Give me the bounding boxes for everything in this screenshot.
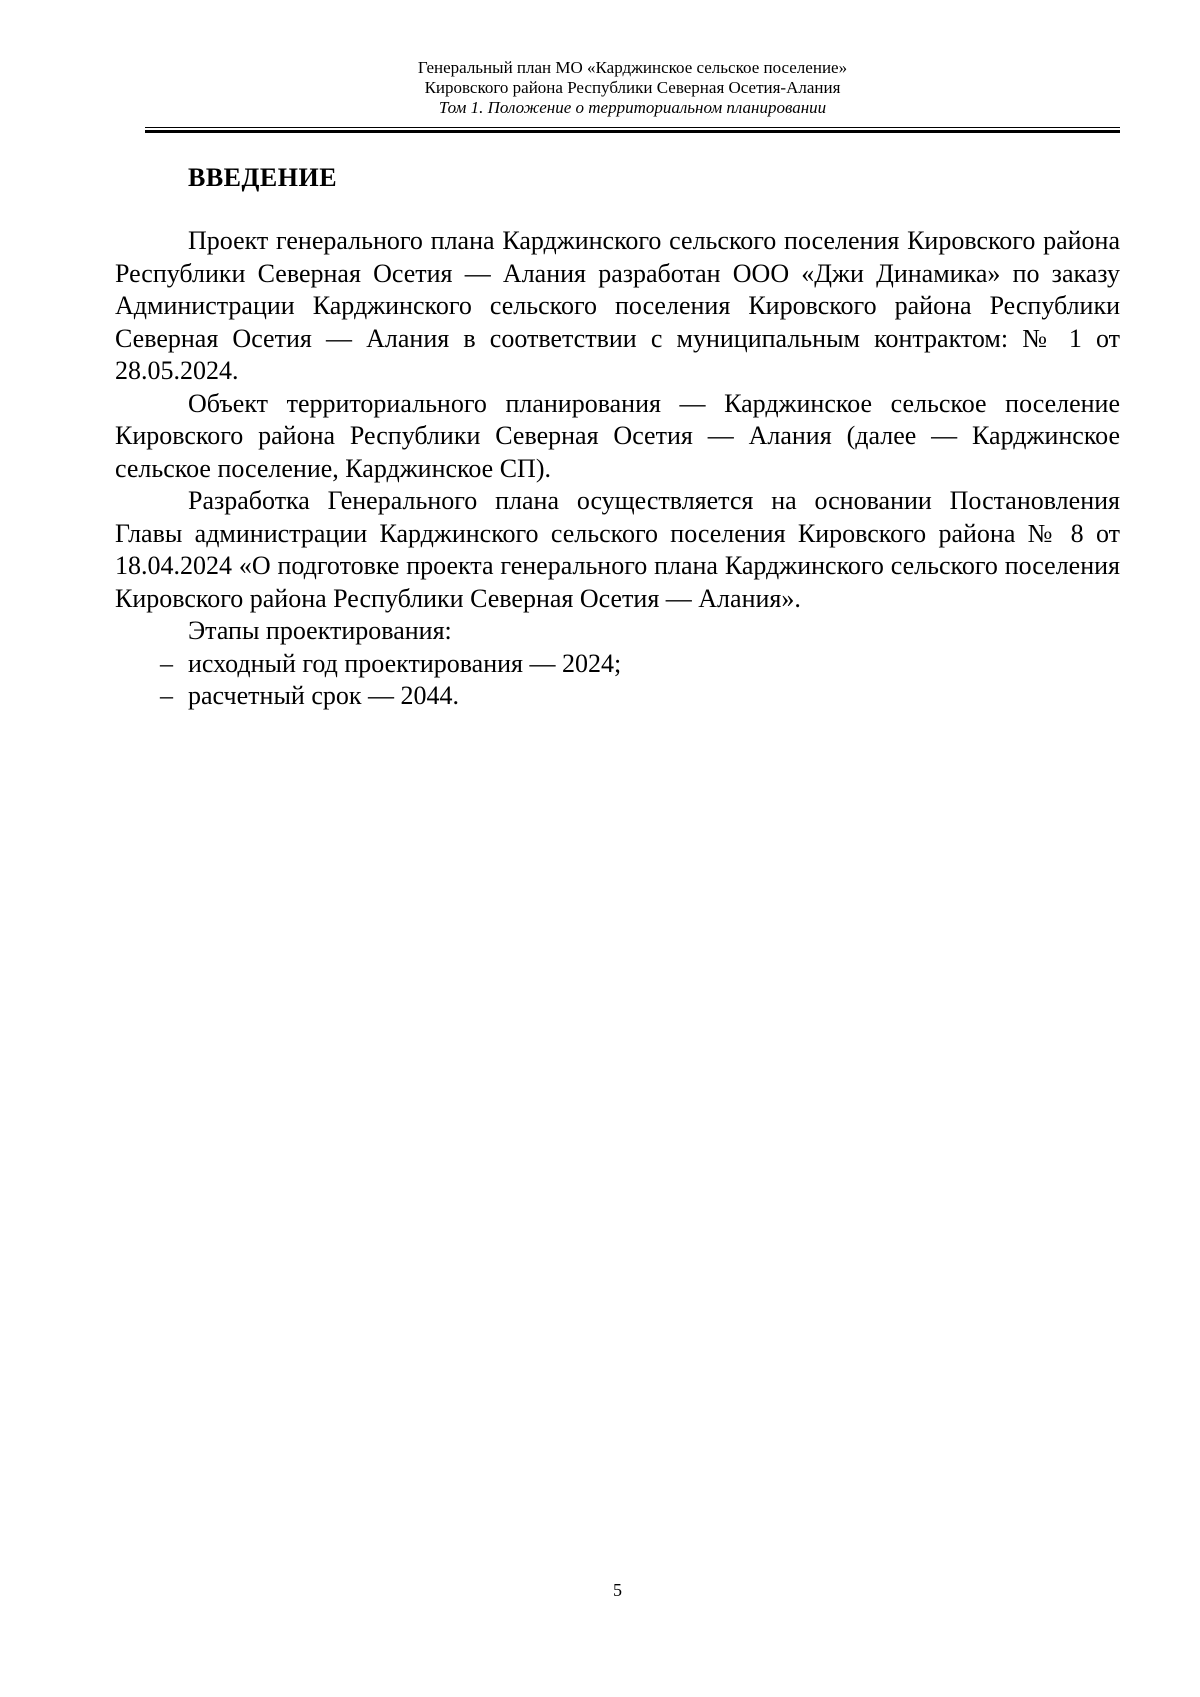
- list-item: – исходный год проектирования — 2024;: [115, 648, 1120, 681]
- paragraph-stages-heading: Этапы проектирования:: [188, 616, 452, 645]
- stages-list: [115, 648, 1120, 713]
- header-document-title: Генеральный план МО «Карджинское сельское поселение»: [417, 58, 848, 77]
- header-divider: [145, 127, 1120, 133]
- paragraph-basis: Разработка Генерального плана осуществляется на основании Постановления Главы администрации Карджинского сельского поселения Кировского района № 8 от 18.04.2024 «О подготовке проекта генерального плана Карджинского сельского поселения Кировского района Республики Северная Осетия — Алания».: [115, 486, 1120, 613]
- page-number: 5: [613, 1580, 622, 1600]
- list-item: – расчетный срок — 2044.: [115, 680, 1120, 713]
- paragraph-object: Объект территориального планирования — Карджинское сельское поселение Кировского района Республики Северная Осетия — Алания (далее — Карджинское сельское поселение, Карджинское СП).: [115, 388, 1120, 483]
- paragraph-project: Проект генерального плана Карджинского сельского поселения Кировского района Республики Северная Осетия — Алания разработан ООО «Джи Динамика» по заказу Администрации Карджинского сельского поселения Кировского района Республики Северная Осетия — Алания в соответствии с муниципальным контрактом: № 1 от 28.05.2024.: [115, 226, 1120, 385]
- header-volume: Том 1. Положение о территориальном планировании: [438, 98, 827, 117]
- section-title: ВВЕДЕНИЕ: [188, 163, 338, 192]
- page-header: [145, 58, 1120, 118]
- header-district: Кировского района Республики Северная Осетия-Алания: [424, 78, 841, 97]
- document-body: [115, 225, 1120, 713]
